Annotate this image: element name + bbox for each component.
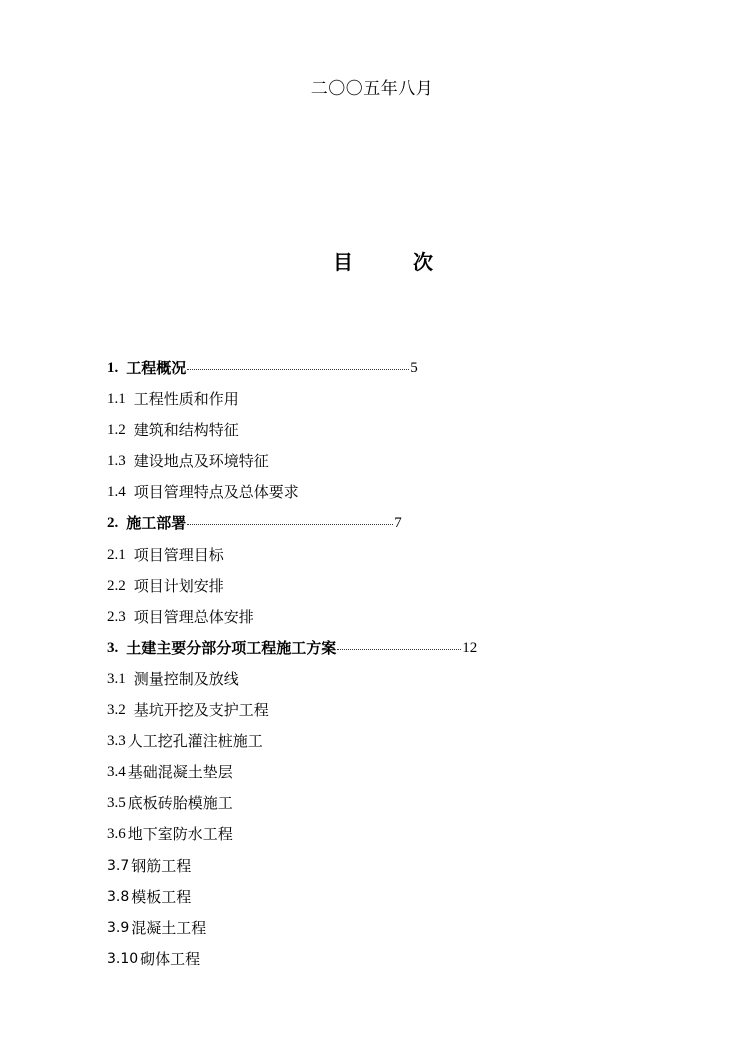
toc-entry-label: 项目管理总体安排 xyxy=(133,607,254,626)
toc-entry-label: 混凝土工程 xyxy=(131,918,207,937)
toc-entry-number: 1.2 xyxy=(107,422,126,439)
toc-entry-3-10[interactable] xyxy=(107,947,667,978)
toc-entry-number: 3.10 xyxy=(107,950,139,967)
toc-entry-3-4[interactable] xyxy=(107,760,667,791)
toc-title-char-1: 目 xyxy=(333,250,353,274)
toc-entry-page: 5 xyxy=(410,360,418,376)
toc-entry-label: 砌体工程 xyxy=(140,949,201,968)
toc-entry-3-3[interactable] xyxy=(107,729,667,760)
toc-entry-3-6[interactable] xyxy=(107,822,667,853)
toc-entry-number: 3.7 xyxy=(107,857,130,874)
toc-entry-2[interactable] xyxy=(107,511,667,542)
toc-entry-label: 施工部署 xyxy=(126,514,187,533)
toc-entry-number: 2.1 xyxy=(107,546,126,563)
toc-entry-number: 3.8 xyxy=(107,888,130,905)
toc-entry-3-5[interactable] xyxy=(107,791,667,822)
toc-entry-label: 项目管理目标 xyxy=(133,545,224,564)
toc-title xyxy=(0,246,744,274)
toc-entry-number: 1.1 xyxy=(107,391,126,408)
toc-entry-1-2[interactable] xyxy=(107,418,667,449)
toc-entry-number: 2.3 xyxy=(107,608,126,625)
toc-leader-dots xyxy=(337,636,461,650)
toc-entry-number: 1.3 xyxy=(107,453,126,470)
toc-entry-number: 3.2 xyxy=(107,702,126,719)
toc-entry-number: 3.6 xyxy=(107,826,126,843)
toc-entry-number: 3.1 xyxy=(107,670,126,687)
toc-entry-label: 钢筋工程 xyxy=(131,856,192,875)
toc-entry-label: 模板工程 xyxy=(131,887,192,906)
toc-entry-label: 底板砖胎模施工 xyxy=(127,794,233,813)
toc-entry-label: 基础混凝土垫层 xyxy=(127,763,233,782)
toc-entry-1[interactable] xyxy=(107,356,667,387)
toc-entry-number: 2.2 xyxy=(107,577,126,594)
toc-entry-number: 3. xyxy=(107,639,119,656)
toc-entry-3-1[interactable] xyxy=(107,667,667,698)
toc-entry-label: 项目管理特点及总体要求 xyxy=(133,483,299,502)
toc-entry-number: 3.4 xyxy=(107,764,126,781)
toc-entry-page: 7 xyxy=(394,515,402,532)
toc-entry-2-3[interactable] xyxy=(107,605,667,636)
toc-entry-3-7[interactable] xyxy=(107,854,667,885)
toc-entry-number: 3.9 xyxy=(107,919,130,936)
toc-entry-label: 测量控制及放线 xyxy=(133,669,239,688)
toc-entry-label: 基坑开挖及支护工程 xyxy=(133,701,269,720)
toc-entry-1-4[interactable] xyxy=(107,480,667,511)
toc-entry-label: 项目计划安排 xyxy=(133,576,224,595)
toc-entry-page: 12 xyxy=(462,639,478,656)
toc-entry-3[interactable] xyxy=(107,636,667,667)
toc-entry-number: 3.3 xyxy=(107,733,126,750)
toc-entry-2-1[interactable] xyxy=(107,543,667,574)
toc-entry-label: 建筑和结构特征 xyxy=(133,421,239,440)
toc-entry-label: 地下室防水工程 xyxy=(127,825,233,844)
toc-entry-3-2[interactable] xyxy=(107,698,667,729)
toc-entry-1-1[interactable] xyxy=(107,387,667,418)
toc-leader-dots xyxy=(187,511,393,525)
toc-entry-label: 人工挖孔灌注桩施工 xyxy=(127,732,263,751)
toc-entry-label: 工程性质和作用 xyxy=(133,390,239,409)
toc-entry-3-9[interactable] xyxy=(107,916,667,947)
toc-leader-dots xyxy=(187,356,409,370)
document-date: 二〇〇五年八月 xyxy=(310,79,434,99)
table-of-contents xyxy=(107,356,667,978)
toc-entry-1-3[interactable] xyxy=(107,449,667,480)
toc-entry-number: 1. xyxy=(107,360,119,376)
toc-entry-2-2[interactable] xyxy=(107,574,667,605)
toc-entry-number: 2. xyxy=(107,515,119,532)
toc-title-char-2: 次 xyxy=(413,250,433,274)
toc-entry-3-8[interactable] xyxy=(107,885,667,916)
toc-entry-label: 建设地点及环境特征 xyxy=(133,452,269,471)
toc-entry-number: 3.5 xyxy=(107,795,126,812)
toc-entry-number: 1.4 xyxy=(107,484,126,501)
toc-entry-label: 工程概况 xyxy=(126,359,187,377)
toc-entry-label: 土建主要分部分项工程施工方案 xyxy=(126,638,337,657)
